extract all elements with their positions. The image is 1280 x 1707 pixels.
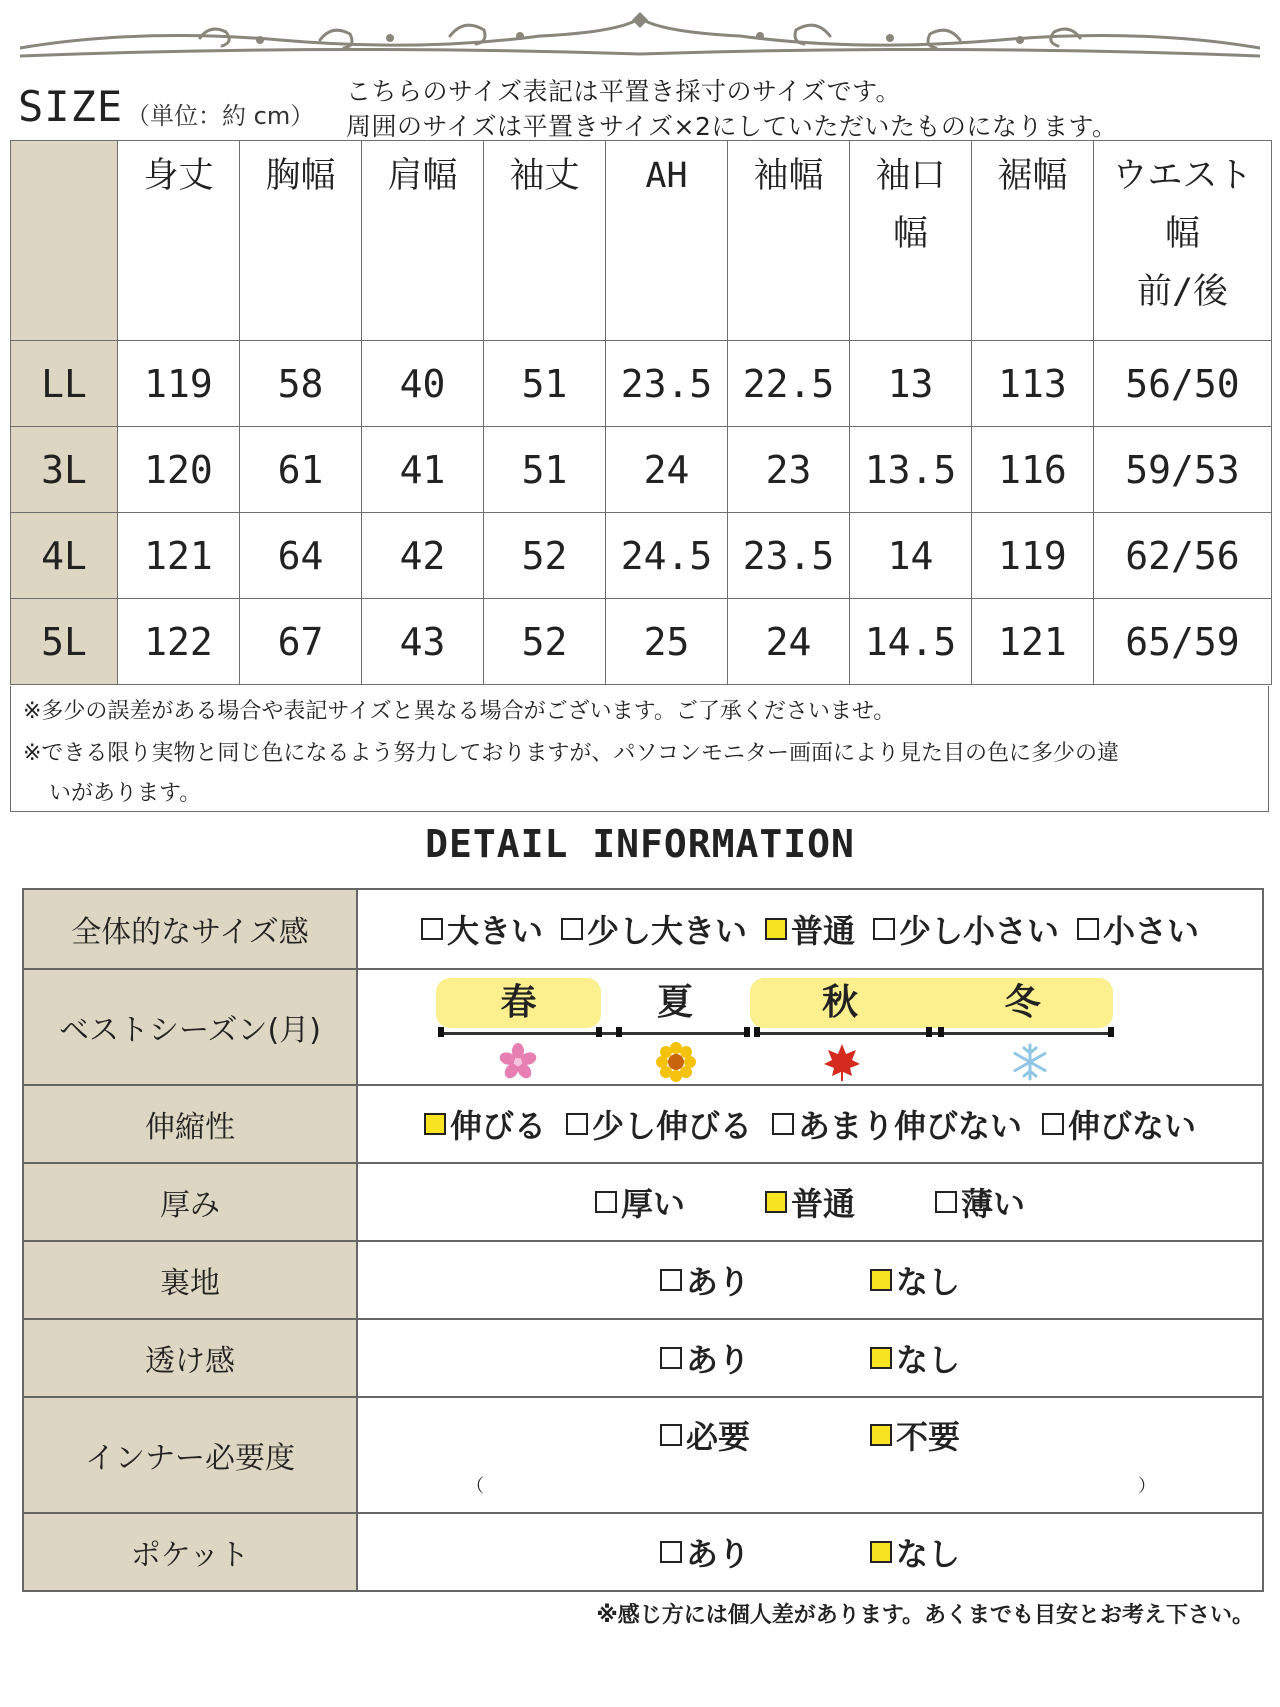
option-label: あり [685,1535,750,1573]
sunflower-icon [656,1042,696,1082]
detail-label: インナー必要度 [24,1398,358,1512]
checkbox-unchecked-icon[interactable] [566,1113,588,1135]
checkbox-unchecked-icon[interactable] [660,1269,682,1291]
size-cell: 113 [972,341,1094,427]
detail-option[interactable] [765,1179,855,1225]
size-cell: 64 [240,513,362,599]
column-header: 胸幅 [240,141,362,341]
option-label: 伸びる [449,1107,546,1145]
size-cell: 22.5 [728,341,850,427]
size-label: 5L [11,599,118,685]
checkbox-unchecked-icon[interactable] [421,918,443,940]
checkbox-unchecked-icon[interactable] [935,1191,957,1213]
season-label-spring: 春 [500,982,537,1023]
detail-option[interactable] [660,1529,750,1575]
detail-options [358,890,1262,968]
size-cell: 23.5 [606,341,728,427]
size-row-4l [11,513,1272,599]
size-cell: 42 [362,513,484,599]
option-label: 伸びない [1068,1107,1197,1145]
detail-row-thickness [24,1162,1262,1240]
size-label: 4L [11,513,118,599]
size-cell: 61 [240,427,362,513]
season-tick [596,1027,602,1037]
size-note: ※できる限り実物と同じ色になるよう努力しておりますが、パソコンモニター画面により見た目の色に多少の違 [23,741,1119,766]
option-label: なし [896,1341,961,1379]
size-unit: （単位：約 cm） [126,102,315,130]
detail-option[interactable] [424,1101,546,1147]
size-cell: 43 [362,599,484,685]
checkbox-unchecked-icon[interactable] [595,1191,617,1213]
size-cell: 119 [118,341,240,427]
checkbox-unchecked-icon[interactable] [660,1347,682,1369]
detail-option[interactable] [935,1179,1025,1225]
size-cell: 62/56 [1094,513,1272,599]
size-table-header-row [11,141,1272,341]
maple-leaf-icon [822,1042,862,1082]
size-cell: 52 [484,513,606,599]
size-cell: 14 [850,513,972,599]
option-label: あり [685,1263,750,1301]
size-cell: 121 [118,513,240,599]
size-cell: 119 [972,513,1094,599]
size-cell: 122 [118,599,240,685]
detail-row-sheerness [24,1318,1262,1396]
checkbox-unchecked-icon[interactable] [660,1424,682,1446]
size-cell: 23.5 [728,513,850,599]
size-cell: 25 [606,599,728,685]
detail-label: ベストシーズン(月) [24,970,358,1084]
detail-label: 全体的なサイズ感 [24,890,358,968]
size-cell: 51 [484,341,606,427]
checkbox-unchecked-icon[interactable] [660,1541,682,1563]
detail-option[interactable] [566,1101,752,1147]
sakura-icon [498,1042,538,1082]
size-cell: 52 [484,599,606,685]
column-header: 袖幅 [728,141,850,341]
detail-title: DETAIL INFORMATION [425,822,855,866]
checkbox-unchecked-icon[interactable] [1042,1113,1064,1135]
detail-option[interactable] [870,1335,960,1381]
size-cell: 23 [728,427,850,513]
detail-label: 透け感 [24,1320,358,1396]
size-cell: 56/50 [1094,341,1272,427]
checkbox-checked-icon[interactable] [424,1113,446,1135]
option-label: なし [896,1263,961,1301]
column-header: 肩幅 [362,141,484,341]
season-line [440,1032,600,1035]
detail-row-inner-necessity [24,1396,1262,1512]
detail-label: ポケット [24,1514,358,1590]
size-note: いがあります。 [49,781,202,806]
season-tick [744,1027,750,1037]
detail-options [358,1242,1262,1318]
size-heading: SIZE [18,82,124,131]
size-table [10,140,1272,685]
size-cell: 13 [850,341,972,427]
detail-footnote: ※感じ方には個人差があります。あくまでも目安とお考え下さい。 [596,1603,1254,1628]
size-table-corner [11,141,118,341]
detail-table [22,888,1264,1592]
checkbox-unchecked-icon[interactable] [873,918,895,940]
detail-option[interactable] [561,906,747,952]
option-label: 普通 [790,912,855,950]
size-cell: 40 [362,341,484,427]
size-cell: 67 [240,599,362,685]
size-cell: 24 [606,427,728,513]
detail-option[interactable] [870,1412,960,1458]
checkbox-checked-icon[interactable] [870,1347,892,1369]
checkbox-checked-icon[interactable] [765,1191,787,1213]
size-note-line2: 周囲のサイズは平置きサイズ×2にしていただいたものになります。 [346,112,1118,141]
season-line [602,1032,748,1035]
detail-label: 厚み [24,1164,358,1240]
detail-row-stretch [24,1084,1262,1162]
detail-options [358,1514,1262,1590]
size-note-line1: こちらのサイズ表記は平置き採寸のサイズです。 [346,77,902,106]
paren-close: ） [1138,1476,1156,1497]
size-cell: 51 [484,427,606,513]
column-header: 袖口 幅 [850,141,972,341]
size-cell: 65/59 [1094,599,1272,685]
checkbox-checked-icon[interactable] [765,918,787,940]
season-wrap [358,970,1262,1084]
checkbox-unchecked-icon[interactable] [772,1113,794,1135]
checkbox-checked-icon[interactable] [870,1269,892,1291]
detail-option[interactable] [660,1412,750,1458]
option-label: 薄い [961,1185,1026,1223]
option-label: 不要 [896,1418,961,1456]
detail-option[interactable] [870,1529,960,1575]
option-label: 少し伸びる [591,1107,752,1145]
detail-option[interactable] [873,906,1059,952]
size-cell: 116 [972,427,1094,513]
size-cell: 58 [240,341,362,427]
detail-options [358,1320,1262,1396]
size-label: 3L [11,427,118,513]
size-cell: 121 [972,599,1094,685]
size-note: ※多少の誤差がある場合や表記サイズと異なる場合がございます。ご了承くださいませ。 [23,699,896,724]
detail-row-best-season [24,968,1262,1084]
detail-row-lining [24,1240,1262,1318]
season-line [754,1032,930,1035]
option-label: あり [685,1341,750,1379]
detail-row-size-feel [24,890,1262,968]
detail-label: 伸縮性 [24,1086,358,1162]
decorative-ornament-header [20,10,1260,62]
size-cell: 24.5 [606,513,728,599]
column-header: ウエスト 幅 前/後 [1094,141,1272,341]
detail-option[interactable] [765,906,855,952]
season-label-autumn: 秋 [821,982,858,1023]
season-label-summer: 夏 [656,982,693,1023]
size-row-ll [11,341,1272,427]
detail-options [358,1164,1262,1240]
size-cell: 120 [118,427,240,513]
checkbox-unchecked-icon[interactable] [1077,918,1099,940]
season-tick [438,1027,444,1037]
option-label: 普通 [790,1185,855,1223]
option-label: 必要 [685,1418,750,1456]
detail-option[interactable] [660,1257,750,1303]
paren-open: （ [466,1476,484,1497]
option-label: なし [896,1535,961,1573]
column-header: 身丈 [118,141,240,341]
detail-option[interactable] [1042,1101,1196,1147]
season-tick [1108,1027,1114,1037]
season-chart [358,970,1262,1084]
checkbox-checked-icon[interactable] [870,1424,892,1446]
detail-option[interactable] [1077,906,1199,952]
season-line [932,1032,1112,1035]
detail-options-inner [358,1412,1262,1458]
option-label: 大きい [446,912,543,950]
detail-label: 裏地 [24,1242,358,1318]
size-cell: 24 [728,599,850,685]
detail-option[interactable] [772,1101,1022,1147]
size-label: LL [11,341,118,427]
size-cell: 41 [362,427,484,513]
season-tick [938,1027,944,1037]
size-cell: 14.5 [850,599,972,685]
detail-options [358,1086,1262,1162]
detail-option[interactable] [421,906,543,952]
checkbox-unchecked-icon[interactable] [561,918,583,940]
column-header: 袖丈 [484,141,606,341]
option-label: 小さい [1103,912,1200,950]
detail-option[interactable] [870,1257,960,1303]
checkbox-checked-icon[interactable] [870,1541,892,1563]
option-label: あまり伸びない [798,1107,1023,1145]
size-row-5l [11,599,1272,685]
option-label: 少し大きい [586,912,747,950]
size-cell: 59/53 [1094,427,1272,513]
detail-option[interactable] [660,1335,750,1381]
season-tick [616,1027,622,1037]
size-notes [10,686,1269,812]
column-header: 裾幅 [972,141,1094,341]
season-tick [926,1027,932,1037]
detail-options [358,1398,1262,1512]
column-header: AH [606,141,728,341]
option-label: 少し小さい [899,912,1060,950]
season-label-winter: 冬 [1004,982,1041,1023]
size-cell: 13.5 [850,427,972,513]
season-tick [754,1027,760,1037]
snowflake-icon [1010,1042,1050,1082]
detail-option[interactable] [595,1179,685,1225]
detail-row-pocket [24,1512,1262,1590]
size-row-3l [11,427,1272,513]
option-label: 厚い [620,1185,685,1223]
